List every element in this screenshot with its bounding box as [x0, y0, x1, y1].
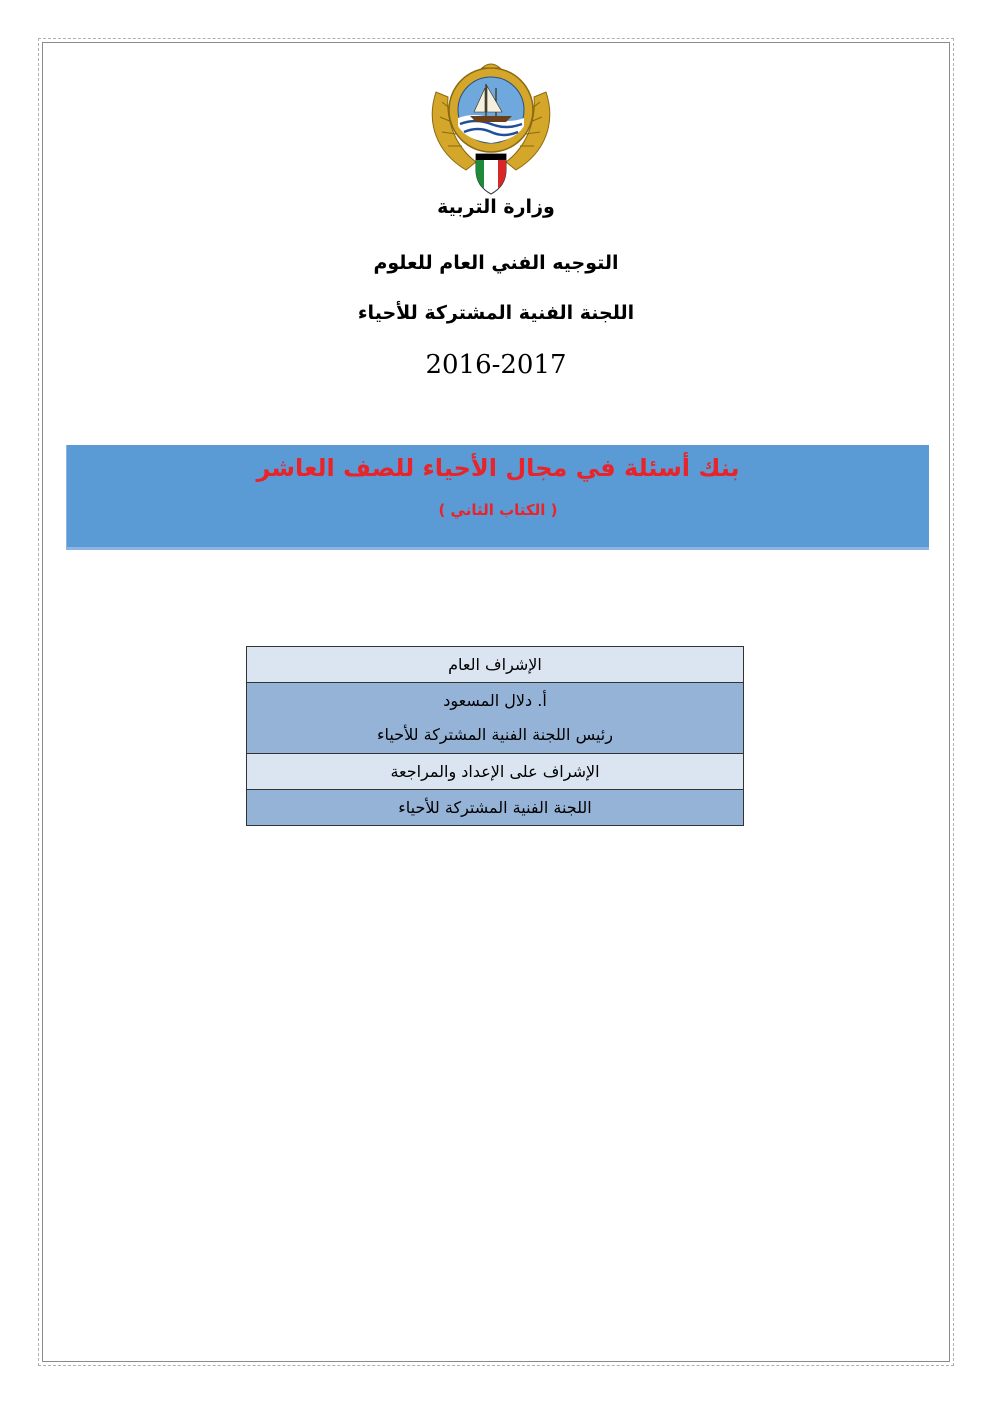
kuwait-emblem-icon [426, 52, 556, 200]
credits-table [246, 646, 744, 826]
general-supervision-label [247, 647, 744, 683]
academic-year: 2016-2017 [425, 350, 567, 380]
title-banner [66, 445, 929, 550]
supervisor-name: أ. دلال المسعود [443, 691, 547, 710]
review-label [247, 754, 744, 790]
cell-text: اللجنة الفنية المشتركة للأحياء [398, 797, 592, 817]
document-title: بنك أسئلة في مجال الأحياء للصف العاشر [256, 454, 740, 482]
table-row [247, 790, 744, 826]
cell-text: الإشراف على الإعداد والمراجعة [390, 761, 600, 781]
committee-name: اللجنة الفنية المشتركة للأحياء [357, 302, 635, 324]
cell-text: الإشراف العام [448, 654, 542, 674]
table-row [247, 754, 744, 790]
supervisor-role: رئيس اللجنة الفنية المشتركة للأحياء [377, 725, 613, 744]
department-name: التوجيه الفني العام للعلوم [373, 252, 619, 274]
document-subtitle: ( الكتاب الثاني ) [438, 501, 558, 519]
supervisor-cell [247, 683, 744, 754]
ministry-name: وزارة التربية [437, 196, 555, 218]
table-row [247, 683, 744, 754]
table-row [247, 647, 744, 683]
review-by [247, 790, 744, 826]
